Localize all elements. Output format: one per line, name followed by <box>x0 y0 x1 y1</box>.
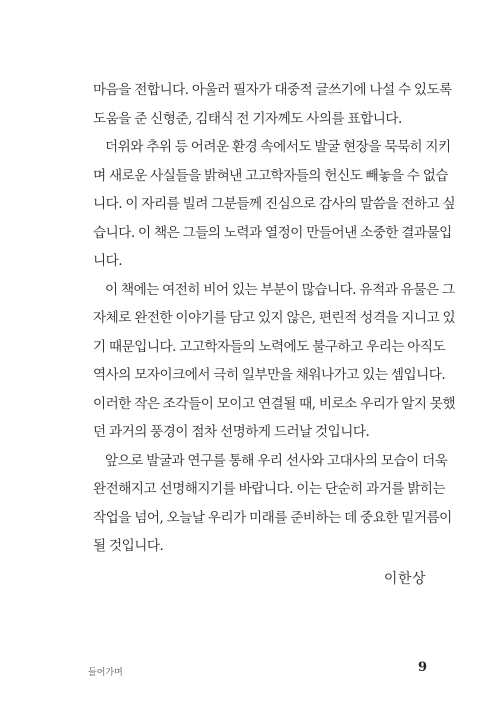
text-line: 작업을 넘어, 오늘날 우리가 미래를 준비하는 데 중요한 밑거름이 <box>93 509 452 526</box>
text-line: 더위와 추위 등 어려운 환경 속에서도 발굴 현장을 묵묵히 지키 <box>105 139 451 155</box>
text-line: 기 때문입니다. 고고학자들의 노력에도 불구하고 우리는 아직도 <box>93 338 446 355</box>
text-line: 될 것입니다. <box>93 538 164 554</box>
text-line: 역사의 모자이크에서 극히 일부만을 채워나가고 있는 셈입니다. <box>93 367 446 383</box>
text-line: 자체로 완전한 이야기를 담고 있지 않은, 편린적 성격을 지니고 있 <box>93 310 456 326</box>
text-line: 앞으로 발굴과 연구를 통해 우리 선사와 고대사의 모습이 더욱 <box>105 452 448 469</box>
text-line: 니다. 이 자리를 빌려 그분들께 진심으로 감사의 말씀을 전하고 싶 <box>93 196 456 212</box>
text-line: 도움을 준 신형준, 김태식 전 기자께도 사의를 표합니다. <box>93 110 402 127</box>
text-line: 던 과거의 풍경이 점차 선명하게 드러날 것입니다. <box>93 424 370 440</box>
body-text <box>93 76 456 561</box>
text-line: 며 새로운 사실들을 밝혀낸 고고학자들의 헌신도 빼놓을 수 없습 <box>93 167 448 184</box>
text-line: 완전해지고 선명해지기를 바랍니다. 이는 단순히 과거를 밝히는 <box>93 481 446 497</box>
text-line: 마음을 전합니다. 아울러 필자가 대중적 글쓰기에 나설 수 있도록 <box>93 82 452 98</box>
text-line: 이러한 작은 조각들이 모이고 연결될 때, 비로소 우리가 알지 못했 <box>93 395 456 412</box>
paragraph <box>93 276 456 447</box>
running-footer-section: 들어가며 <box>88 668 123 678</box>
page-number: 9 <box>417 660 427 675</box>
author-signature: 이한상 <box>383 571 426 587</box>
paragraph <box>93 76 452 133</box>
text-line: 이 책에는 여전히 비어 있는 부분이 많습니다. 유적과 유물은 그 <box>105 281 455 298</box>
text-line: 습니다. 이 책은 그들의 노력과 열정이 만들어낸 소중한 결과물입 <box>93 224 452 241</box>
paragraph <box>93 447 452 561</box>
paragraph <box>93 133 456 276</box>
text-line: 니다. <box>93 253 123 269</box>
